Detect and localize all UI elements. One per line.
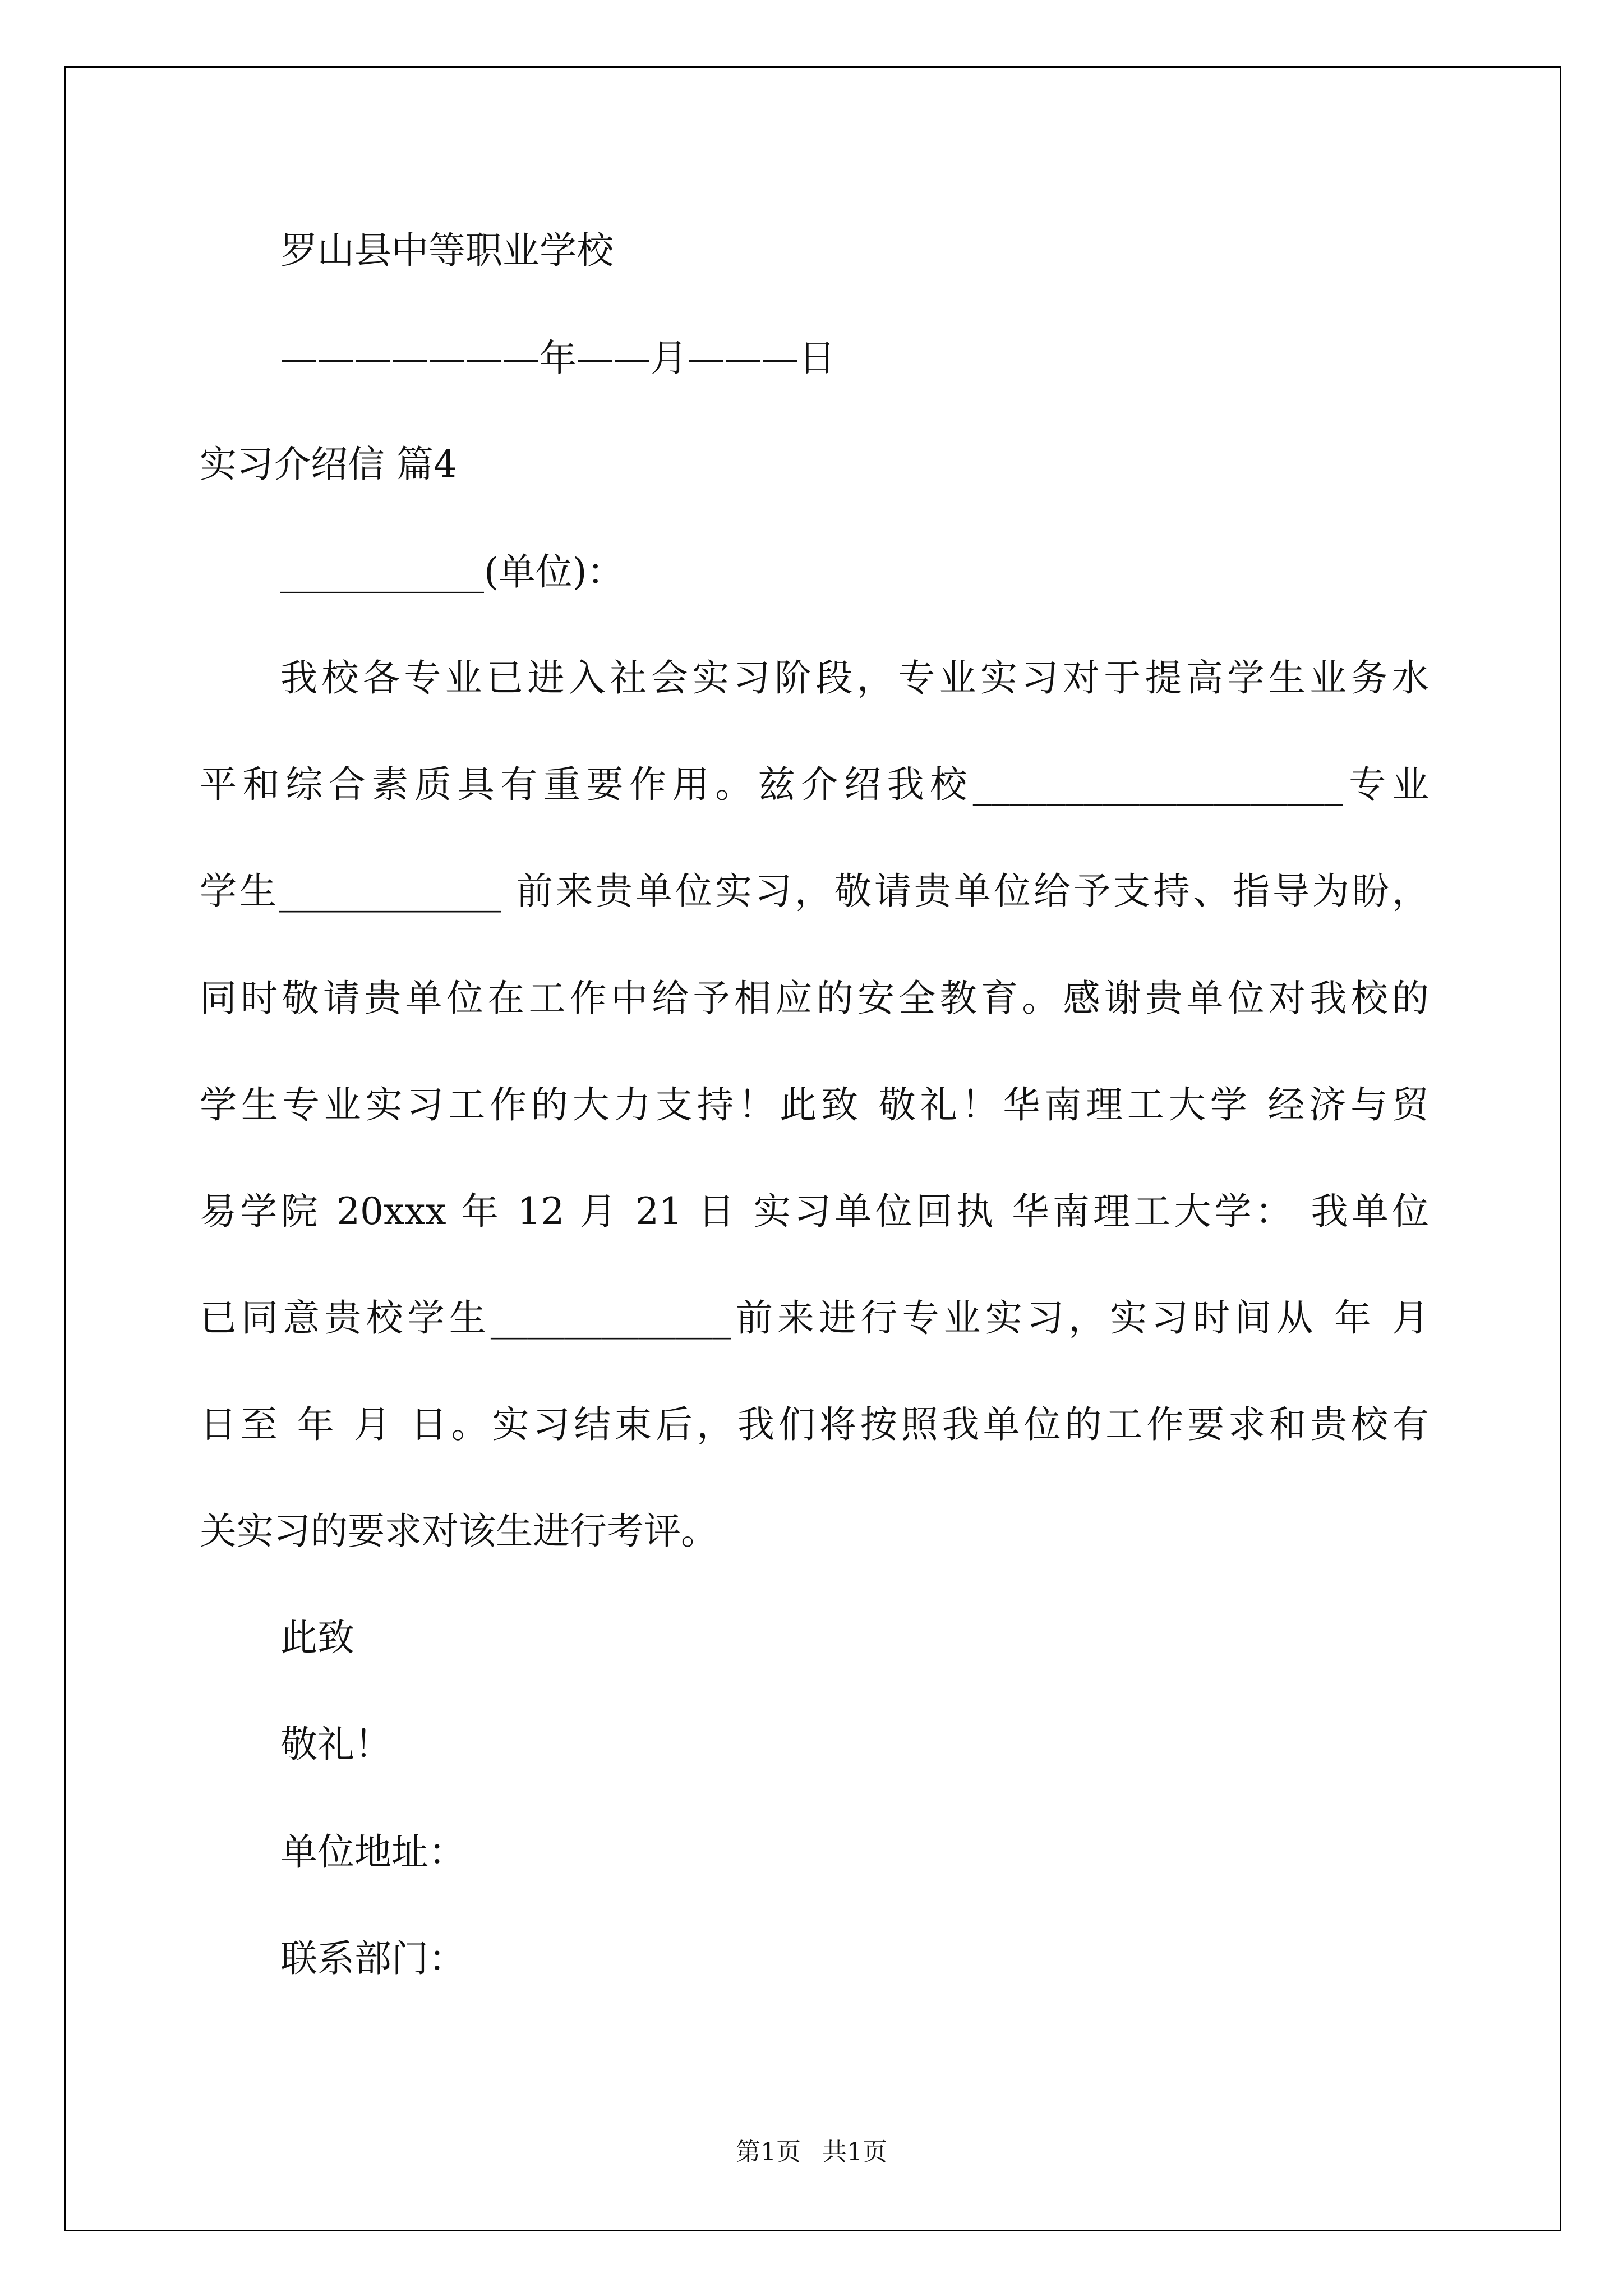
- body-line: 同时敬请贵单位在工作中给予相应的安全教育。感谢贵单位对我校的: [200, 977, 1429, 1020]
- closing-1: 此致: [280, 1616, 354, 1659]
- body-line: 学生____________ 前来贵单位实习，敬请贵单位给予支持、指导为盼，: [200, 869, 1429, 913]
- body-line: 学生专业实习工作的大力支持！此致 敬礼！华南理工大学 经济与贸: [200, 1083, 1429, 1126]
- date-line: ———————年——月———日: [280, 337, 836, 380]
- page-total: 共1页: [822, 2138, 887, 2166]
- body-line: 关实习的要求对该生进行考评。: [200, 1510, 718, 1553]
- page-footer: [0, 2132, 1623, 2168]
- body-line: 平和综合素质具有重要作用。兹介绍我校____________________专业: [200, 763, 1429, 806]
- body-line: 日至 年 月 日。实习结束后，我们将按照我单位的工作要求和贵校有: [200, 1403, 1429, 1446]
- address-label: 单位地址：: [280, 1830, 465, 1874]
- page-current: 第1页: [736, 2138, 801, 2166]
- body-line: 已同意贵校学生_____________前来进行专业实习，实习时间从 年 月: [200, 1296, 1429, 1340]
- school-name: 罗山县中等职业学校: [280, 229, 614, 272]
- section-heading: 实习介绍信 篇4: [200, 443, 457, 486]
- salutation: ___________(单位)：: [280, 550, 624, 593]
- body-line: 我校各专业已进入社会实习阶段，专业实习对于提高学生业务水: [280, 656, 1429, 700]
- department-label: 联系部门：: [280, 1937, 465, 1980]
- closing-2: 敬礼！: [280, 1723, 391, 1766]
- page-border: [64, 66, 1561, 2231]
- body-line: 易学院 20xxx 年 12 月 21 日 实习单位回执 华南理工大学： 我单位: [200, 1190, 1429, 1233]
